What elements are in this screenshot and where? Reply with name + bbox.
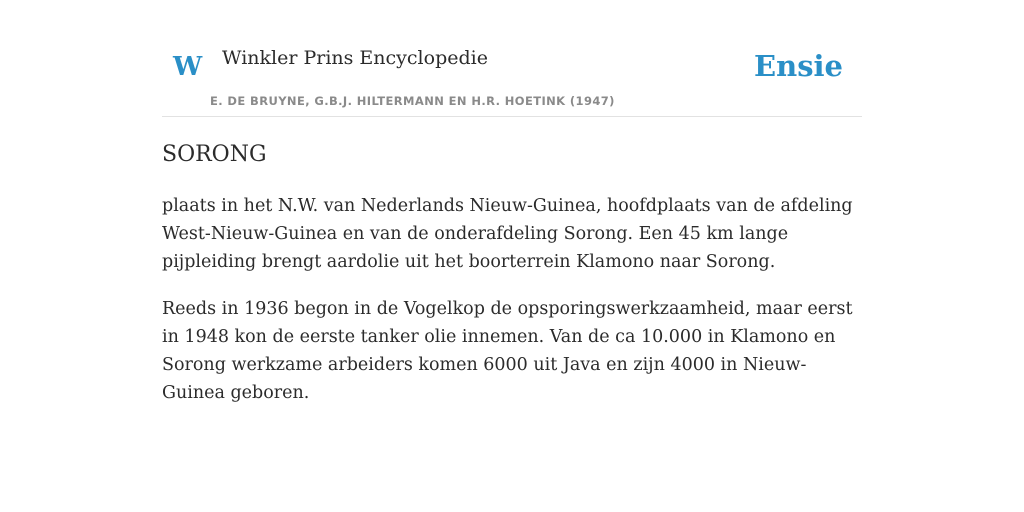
entry-paragraph: Reeds in 1936 begon in de Vogelkop de opsporingswerkzaamheid, maar eerst in 1948 kon de eerste tanker olie innemen. Van de ca 10.000 in Klamono en Sorong werkzame arbeiders komen 6000 uit Java en zijn 4000 in Nieuw-Guinea geboren. [162, 299, 853, 403]
ensie-brand-logo[interactable]: Ensie [754, 49, 843, 83]
encyclopedia-header [162, 0, 862, 117]
entry-body [162, 192, 862, 426]
entry-paragraph: plaats in het N.W. van Nederlands Nieuw-Guinea, hoofdplaats van de afdeling West-Nieuw-Guinea en van de onderafdeling Sorong. Een 45 km lange pijpleiding brengt aardolie uit het boorterrein Klamono naar Sorong. [162, 196, 853, 272]
page-container [162, 0, 862, 403]
winkler-prins-logo[interactable]: W [173, 52, 203, 82]
encyclopedia-authors: E. DE BRUYNE, G.B.J. HILTERMANN EN H.R. HOETINK (1947) [210, 94, 615, 108]
entry-title: SORONG [162, 142, 267, 167]
encyclopedia-title[interactable]: Winkler Prins Encyclopedie [222, 47, 488, 69]
